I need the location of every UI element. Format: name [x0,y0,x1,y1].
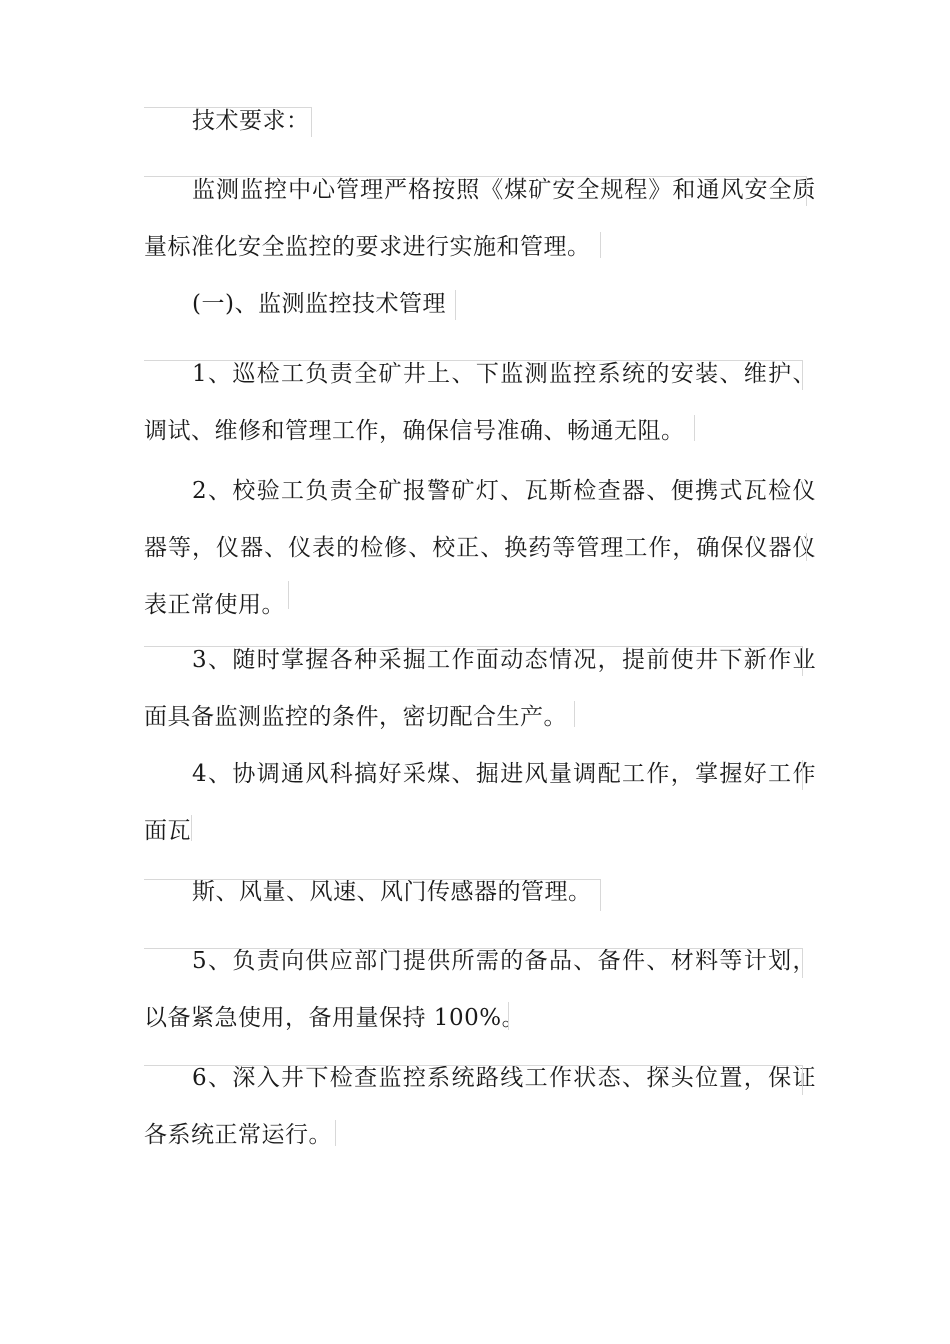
scan-line [806,533,807,561]
scan-line [508,1002,509,1030]
paragraph-item-4-continued: 斯、风量、风速、风门传感器的管理。 [192,879,592,905]
scan-line [144,360,802,361]
scan-line [144,879,600,880]
paragraph-section-one-heading: (一)、监测监控技术管理 [192,291,446,317]
scan-line [335,1120,336,1146]
scan-line [802,360,803,390]
scan-line [600,232,601,258]
paragraph-item-2: 2、校验工负责全矿报警矿灯、瓦斯检查器、便携式瓦检仪器等，仪器、仪表的检修、校正、换药等管理工作，确保仪器仪表正常使用。 [144,478,816,618]
scan-line [144,646,802,647]
scan-line [574,701,575,727]
paragraph-item-4: 4、协调通风科搞好采煤、掘进风量调配工作，掌握好工作面瓦 [144,761,816,844]
scan-line [806,176,807,206]
scan-line [144,107,312,108]
scan-line [694,415,695,441]
scan-line [191,815,192,841]
paragraph-item-6: 6、深入井下检查监控系统路线工作状态、探头位置，保证各系统正常运行。 [144,1065,816,1148]
scan-line [802,646,803,676]
scan-line [144,176,806,177]
scan-line [144,1065,802,1066]
scan-line [144,948,802,949]
paragraph-management-standard: 监测监控中心管理严格按照《煤矿安全规程》和通风安全质量标准化安全监控的要求进行实施和管理。 [144,177,816,260]
scan-line [600,879,601,911]
scan-line [288,581,289,609]
scan-line [311,107,312,137]
scan-line [802,760,803,790]
scan-line [455,290,456,320]
paragraph-tech-requirements-heading: 技术要求： [192,108,310,134]
scan-line [802,948,803,978]
scan-line [802,1065,803,1095]
paragraph-item-1: 1、巡检工负责全矿井上、下监测监控系统的安装、维护、调试、维修和管理工作，确保信号准确、畅通无阻。 [144,361,816,444]
paragraph-item-3: 3、随时掌握各种采掘工作面动态情况，提前使井下新作业面具备监测监控的条件，密切配合生产。 [144,647,816,730]
paragraph-item-5: 5、负责向供应部门提供所需的备品、备件、材料等计划，以备紧急使用，备用量保持 100%。 [144,948,816,1031]
